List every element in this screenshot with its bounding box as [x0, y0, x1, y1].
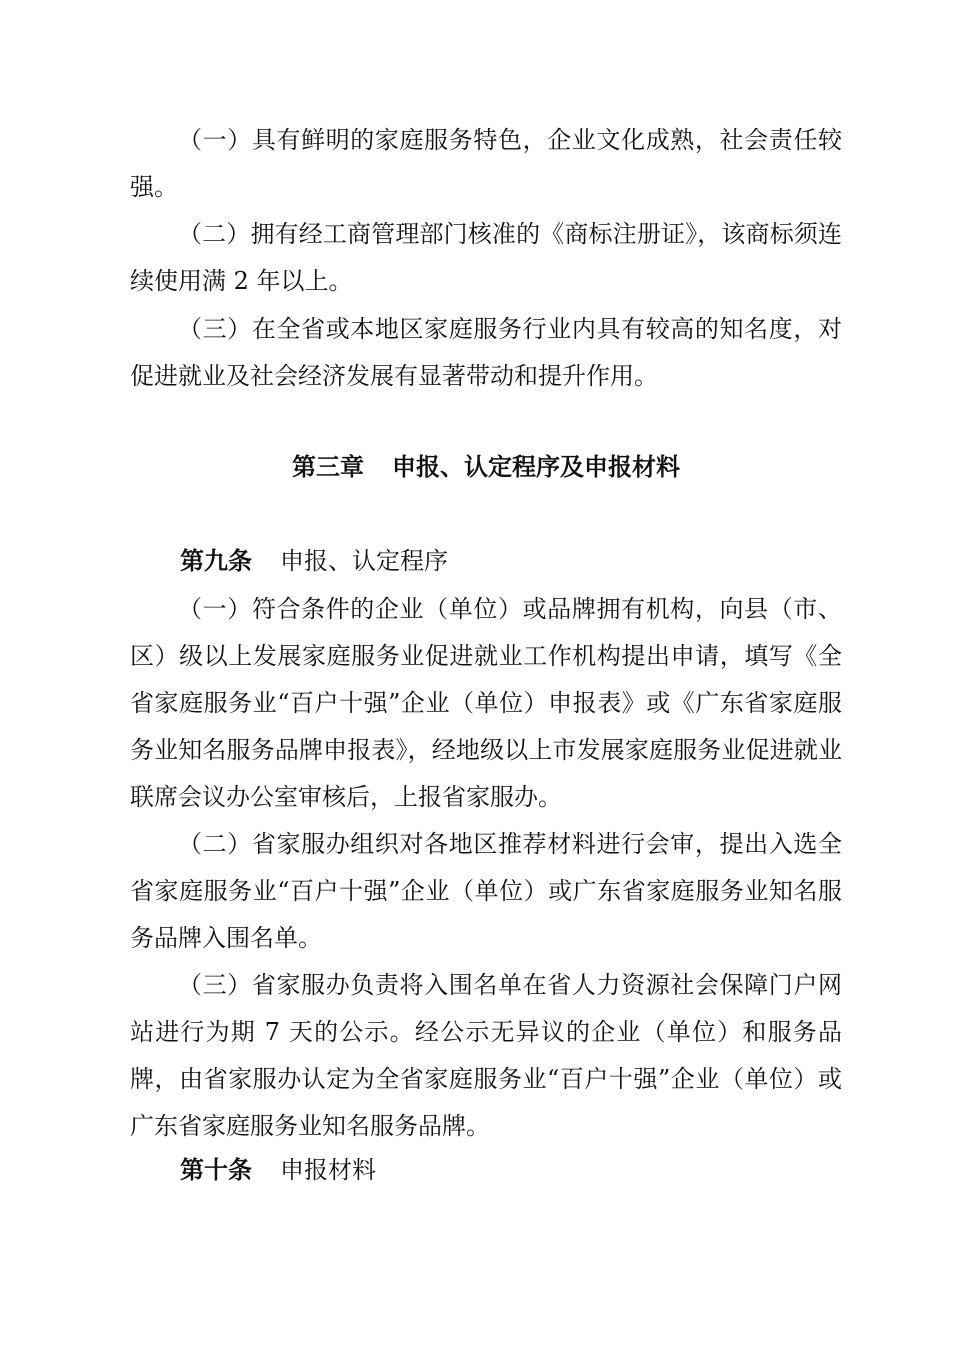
article-9-paragraph-1: （一）符合条件的企业（单位）或品牌拥有机构，向县（市、区）级以上发展家庭服务业促进就业工作机构提出申请，填写《全省家庭服务业“百户十强”企业（单位）申报表》或《广东省家庭服务业知名服务品牌申报表》，经地级以上市发展家庭服务业促进就业联席会议办公室审核后，上报省家服办。: [130, 595, 842, 811]
clause-paragraph-2: （二）拥有经工商管理部门核准的《商标注册证》，该商标须连续使用满 2 年以上。: [130, 220, 842, 295]
article-9-paragraph-3: （三）省家服办负责将入围名单在省人力资源社会保障门户网站进行为期 7 天的公示。经公示无异议的企业（单位）和服务品牌，由省家服办认定为全省家庭服务业“百户十强”企业（单位）或广东省家庭服务业知名服务品牌。: [130, 971, 842, 1140]
chapter-heading: [130, 447, 842, 487]
article-10-heading: [180, 1150, 376, 1190]
chapter-title: 申报、认定程序及申报材料: [392, 453, 680, 481]
article-9-title: 申报、认定程序: [280, 547, 448, 575]
article-9-paragraph-2: （二）省家服办组织对各地区推荐材料进行会审，提出入选全省家庭服务业“百户十强”企业（单位）或广东省家庭服务业知名服务品牌入围名单。: [130, 830, 842, 952]
clause-paragraph-1: （一）具有鲜明的家庭服务特色，企业文化成熟，社会责任较强。: [130, 126, 842, 201]
article-9-label: 第九条: [180, 547, 252, 575]
clause-paragraph-3: （三）在全省或本地区家庭服务行业内具有较高的知名度，对促进就业及社会经济发展有显著带动和提升作用。: [130, 315, 842, 390]
article-9-heading: [180, 541, 448, 581]
article-10-title: 申报材料: [280, 1156, 376, 1184]
article-10-label: 第十条: [180, 1156, 252, 1184]
chapter-label: 第三章: [292, 453, 364, 481]
